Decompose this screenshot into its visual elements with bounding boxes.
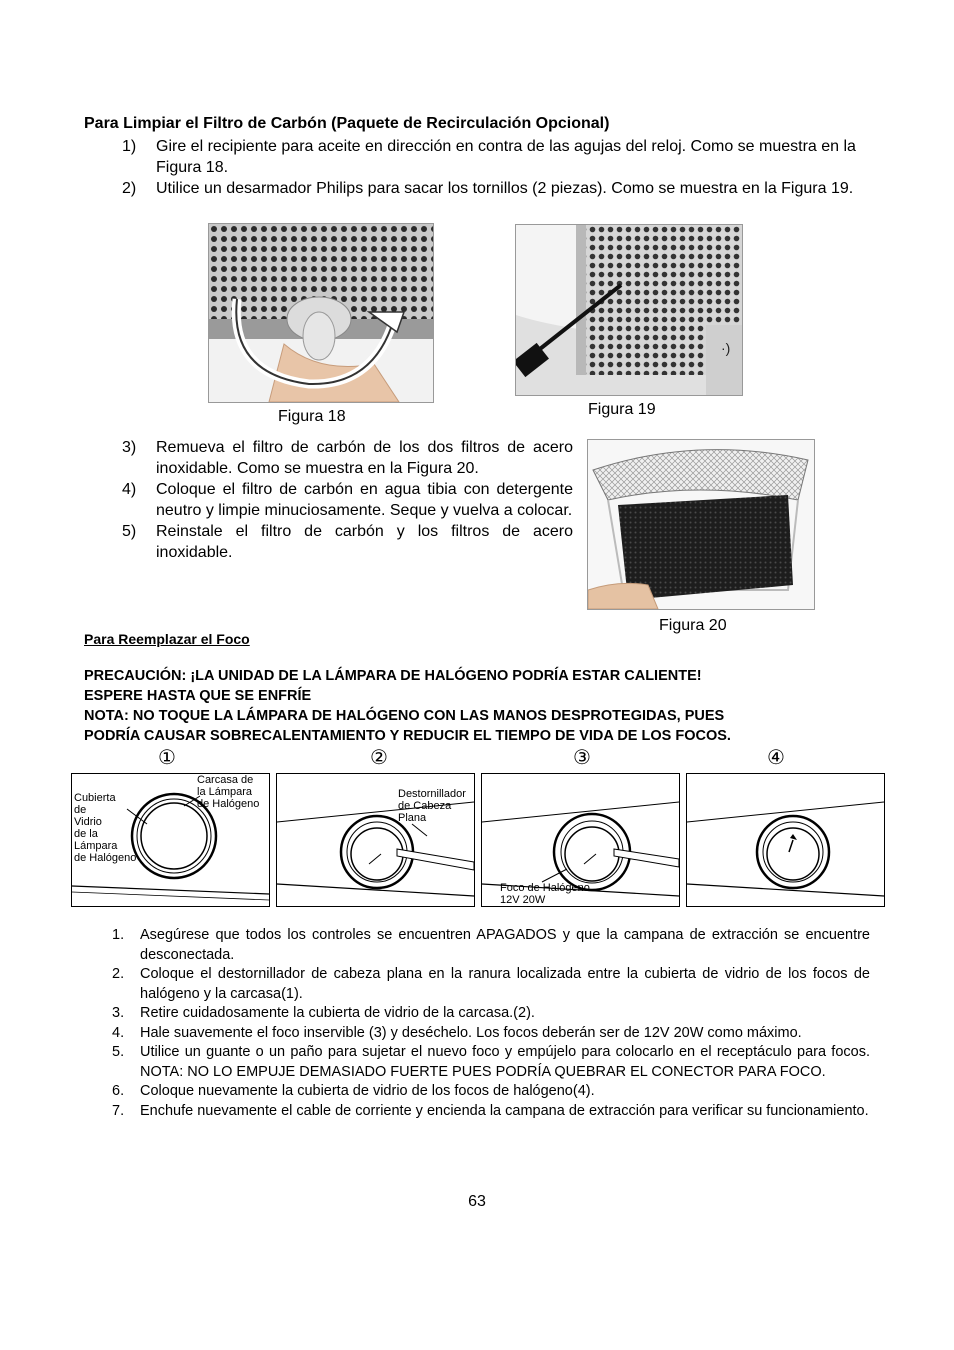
- panel-number-1: ①: [158, 747, 176, 769]
- list-item: [84, 479, 573, 521]
- list-number: 5): [122, 523, 137, 540]
- list-text: Coloque el filtro de carbón en agua tibia con detergente neutro y limpie minuciosamente. Seque y vuelva a colocar.: [156, 481, 573, 519]
- list-number: 4.: [112, 1024, 125, 1041]
- glass-cover-label: Cubierta de Vidrio de la Lámpara de Halógeno: [74, 792, 137, 864]
- diagram-panel-2: [276, 773, 475, 907]
- caution-note: [84, 666, 874, 746]
- list-number: 3): [122, 439, 137, 456]
- list-text: Asegúrese que todos los controles se encuentren APAGADOS y que la campana de extracción se encuentre desconectada.: [140, 927, 870, 963]
- caution-line: ESPERE HASTA QUE SE ENFRÍE: [84, 688, 312, 704]
- list-number: 4): [122, 481, 137, 498]
- list-text: Remueva el filtro de carbón de los dos filtros de acero inoxidable. Como se muestra en la Figura 20.: [156, 439, 573, 477]
- figure-19-photo: [515, 224, 743, 396]
- list-item: [84, 1004, 870, 1024]
- steps-list-top: [84, 136, 864, 199]
- bulb-steps-list: [84, 926, 870, 1121]
- figure-18-illustration: [209, 224, 433, 402]
- list-text: Coloque el destornillador de cabeza plana en la ranura localizada entre la cubierta de vidrio de los focos de halógeno y la carcasa(1).: [140, 966, 870, 1002]
- figure-20-illustration: [588, 440, 814, 609]
- list-number: 5.: [112, 1044, 125, 1060]
- list-number: 1.: [112, 927, 125, 943]
- figure-19-caption: Figura 19: [588, 401, 656, 418]
- note-line: NOTA: NO TOQUE LA LÁMPARA DE HALÓGENO CON LAS MANOS DESPROTEGIDAS, PUES: [84, 708, 725, 724]
- figure-20-photo: [587, 439, 815, 610]
- panel-number-3: ③: [573, 747, 591, 769]
- list-item: [84, 1082, 870, 1102]
- list-item: [84, 136, 864, 178]
- list-text: Hale suavemente el foco inservible (3) y deséchelo. Los focos deberán ser de 12V 20W como máximo.: [140, 1024, 802, 1041]
- list-text: Utilice un guante o un paño para sujetar el nuevo foco y empújelo para colocarlo en el receptáculo para focos. NOTA: NO LO EMPUJE DEMASIADO FUERTE PUES PODRÍA QUEBRAR EL CONECTOR PARA FOCO.: [140, 1044, 870, 1080]
- panel-number-4: ④: [767, 747, 785, 769]
- list-text: Enchufe nuevamente el cable de corriente y encienda la campana de extracción para verificar su funcionamiento.: [140, 1102, 869, 1119]
- list-item: [84, 437, 573, 479]
- list-text: Reinstale el filtro de carbón y los filtros de acero inoxidable.: [156, 523, 573, 561]
- list-item: [84, 1102, 870, 1122]
- list-item: [84, 178, 864, 199]
- bulb-label: Foco de Halógeno 12V 20W: [500, 882, 590, 906]
- list-number: 7.: [112, 1102, 125, 1119]
- lamp-diagram-4: [687, 774, 884, 906]
- note-line: PODRÍA CAUSAR SOBRECALENTAMIENTO Y REDUCIR EL TIEMPO DE VIDA DE LOS FOCOS.: [84, 728, 731, 744]
- section-heading-bulb: Para Reemplazar el Foco: [84, 631, 250, 647]
- figure-19-illustration: [516, 225, 742, 395]
- figure-20-caption: Figura 20: [659, 617, 727, 634]
- list-number: 2): [122, 180, 137, 197]
- list-text: Utilice un desarmador Philips para sacar los tornillos (2 piezas). Como se muestra en la Figura 19.: [156, 180, 854, 197]
- list-number: 2.: [112, 966, 125, 982]
- caution-line: PRECAUCIÓN: ¡LA UNIDAD DE LA LÁMPARA DE HALÓGENO PODRÍA ESTAR CALIENTE!: [84, 668, 702, 684]
- diagram-panel-4: [686, 773, 885, 907]
- screwdriver-label: Destornillador de Cabeza Plana: [398, 788, 466, 824]
- panel-number-2: ②: [370, 747, 388, 769]
- diagram-panel-3: [481, 773, 680, 907]
- svg-text:·): ·): [721, 340, 731, 356]
- list-item: [84, 965, 870, 1004]
- list-item: [84, 1043, 870, 1082]
- housing-label: Carcasa de la Lámpara de Halógeno: [197, 774, 260, 810]
- list-number: 3.: [112, 1005, 125, 1021]
- list-item: [84, 521, 573, 563]
- section-heading-carbon-filter: Para Limpiar el Filtro de Carbón (Paquete de Recirculación Opcional): [84, 115, 610, 132]
- figure-18-caption: Figura 18: [278, 408, 346, 425]
- steps-list-mid: [84, 437, 573, 563]
- list-item: [84, 1024, 870, 1044]
- list-item: [84, 926, 870, 965]
- diagram-panel-1: [71, 773, 270, 907]
- figure-18-photo: [208, 223, 434, 403]
- list-text: Retire cuidadosamente la cubierta de vidrio de la carcasa.(2).: [140, 1005, 535, 1021]
- list-number: 1): [122, 138, 137, 155]
- list-text: Gire el recipiente para aceite en dirección en contra de las agujas del reloj. Como se muestra en la Figura 18.: [156, 138, 856, 176]
- page-number: 63: [468, 1193, 486, 1210]
- list-number: 6.: [112, 1083, 125, 1099]
- list-text: Coloque nuevamente la cubierta de vidrio de los focos de halógeno(4).: [140, 1083, 595, 1099]
